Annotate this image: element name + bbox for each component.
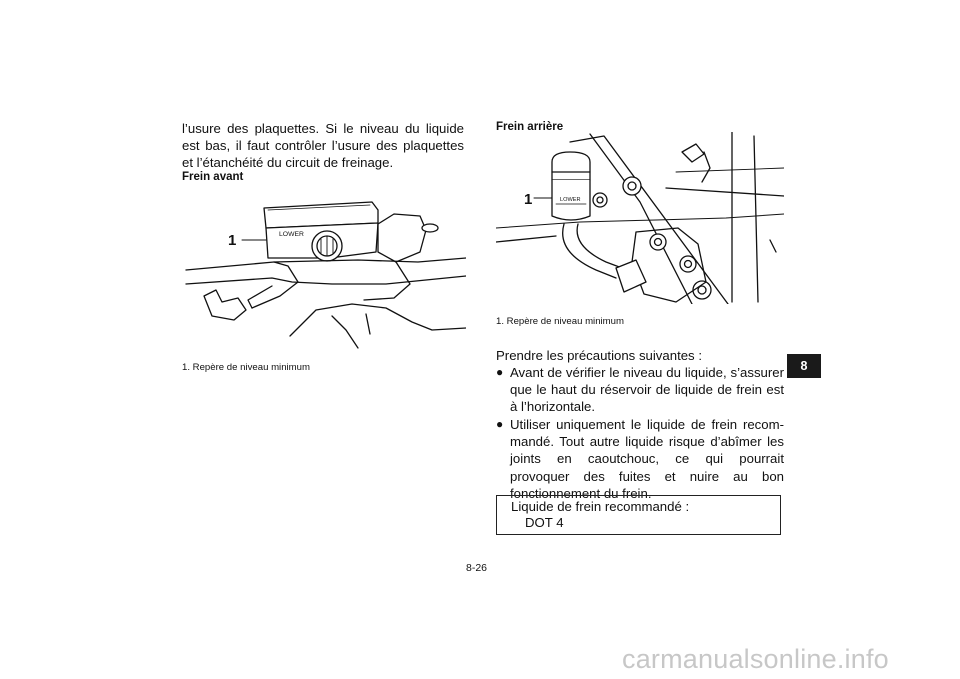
spec-value: DOT 4 [525,515,564,530]
rear-brake-reservoir-illustration [496,132,784,304]
bullet-item: ● Avant de vérifier le niveau du liquide, s’assurer que le haut du réservoir de liquide de frein est à l’horizontale. [496,365,784,415]
bullet-item: ● Utiliser uniquement le liquide de frein recom-mandé. Tout autre liquide risque d’abîmer les joints en caoutchouc, ce qui pourrait provoquer des fuites et nuire au bon fonctionnement du frein. [496,417,784,501]
front-brake-heading: Frein avant [182,171,244,183]
front-lower-mark: LOWER [279,231,304,238]
bullet-dot-icon: ● [496,365,504,379]
spec-label: Liquide de frein recommandé : [511,499,690,514]
chapter-tab: 8 [787,354,821,378]
front-caption: 1. Repère de niveau minimum [182,362,310,373]
watermark: carmanualsonline.info [622,644,889,674]
rear-caption: 1. Repère de niveau minimum [496,316,624,327]
intro-paragraph: l’usure des plaquettes. Si le niveau du liquide est bas, il faut contrôler l’usure des plaquettes et l’étanchéité du circuit de freinage. [182,121,464,171]
rear-brake-heading: Frein arrière [496,121,564,133]
rear-lower-mark: LOWER [560,197,581,203]
page-number: 8-26 [466,562,488,574]
front-callout-number: 1 [228,232,237,249]
brake-fluid-spec-box [496,495,781,535]
front-brake-reservoir-illustration [182,188,466,352]
precautions-intro: Prendre les précautions suivantes : [496,348,702,363]
rear-callout-number: 1 [524,191,533,208]
bullet-dot-icon: ● [496,417,504,431]
